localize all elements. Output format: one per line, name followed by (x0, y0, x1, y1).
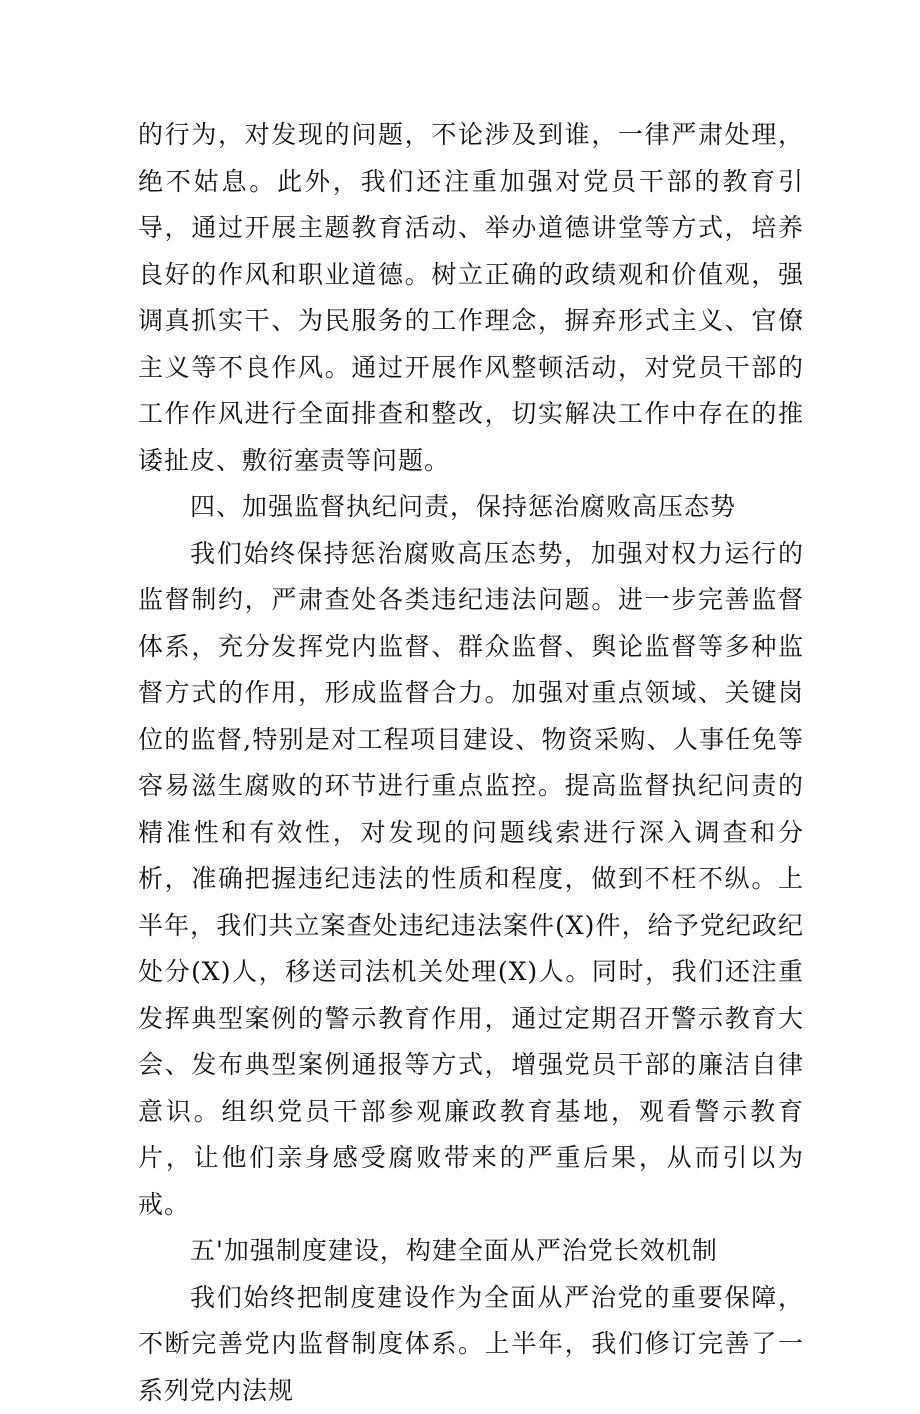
section-heading-four: 四、加强监督执纪问责，保持惩治腐败高压态势 (138, 484, 804, 531)
section-heading-five: 五'加强制度建设，构建全面从严治党长效机制 (138, 1228, 804, 1275)
paragraph-section-five: 我们始终把制度建设作为全面从严治党的重要保障，不断完善党内监督制度体系。上半年，我们修订完善了一系列党内法规 (138, 1275, 804, 1414)
document-body (138, 112, 804, 1414)
paragraph-continued: 的行为，对发现的问题，不论涉及到谁，一律严肃处理，绝不姑息。此外，我们还注重加强对党员干部的教育引导，通过开展主题教育活动、举办道德讲堂等方式，培养良好的作风和职业道德。树立正确的政绩观和价值观，强调真抓实干、为民服务的工作理念，摒弃形式主义、官僚主义等不良作风。通过开展作风整顿活动，对党员干部的工作作风进行全面排查和整改，切实解决工作中存在的推诿扯皮、敷衍塞责等问题。 (138, 112, 804, 484)
paragraph-section-four: 我们始终保持惩治腐败高压态势，加强对权力运行的监督制约，严肃查处各类违纪违法问题。进一步完善监督体系，充分发挥党内监督、群众监督、舆论监督等多种监督方式的作用，形成监督合力。加强对重点领域、关键岗位的监督,特别是对工程项目建设、物资采购、人事任免等容易滋生腐败的环节进行重点监控。提高监督执纪问责的精准性和有效性，对发现的问题线索进行深入调查和分析，准确把握违纪违法的性质和程度，做到不枉不纵。上半年，我们共立案查处违纪违法案件(X)件，给予党纪政纪处分(X)人，移送司法机关处理(X)人。同时，我们还注重发挥典型案例的警示教育作用，通过定期召开警示教育大会、发布典型案例通报等方式，增强党员干部的廉洁自律意识。组织党员干部参观廉政教育基地，观看警示教育片，让他们亲身感受腐败带来的严重后果，从而引以为戒。 (138, 531, 804, 1229)
